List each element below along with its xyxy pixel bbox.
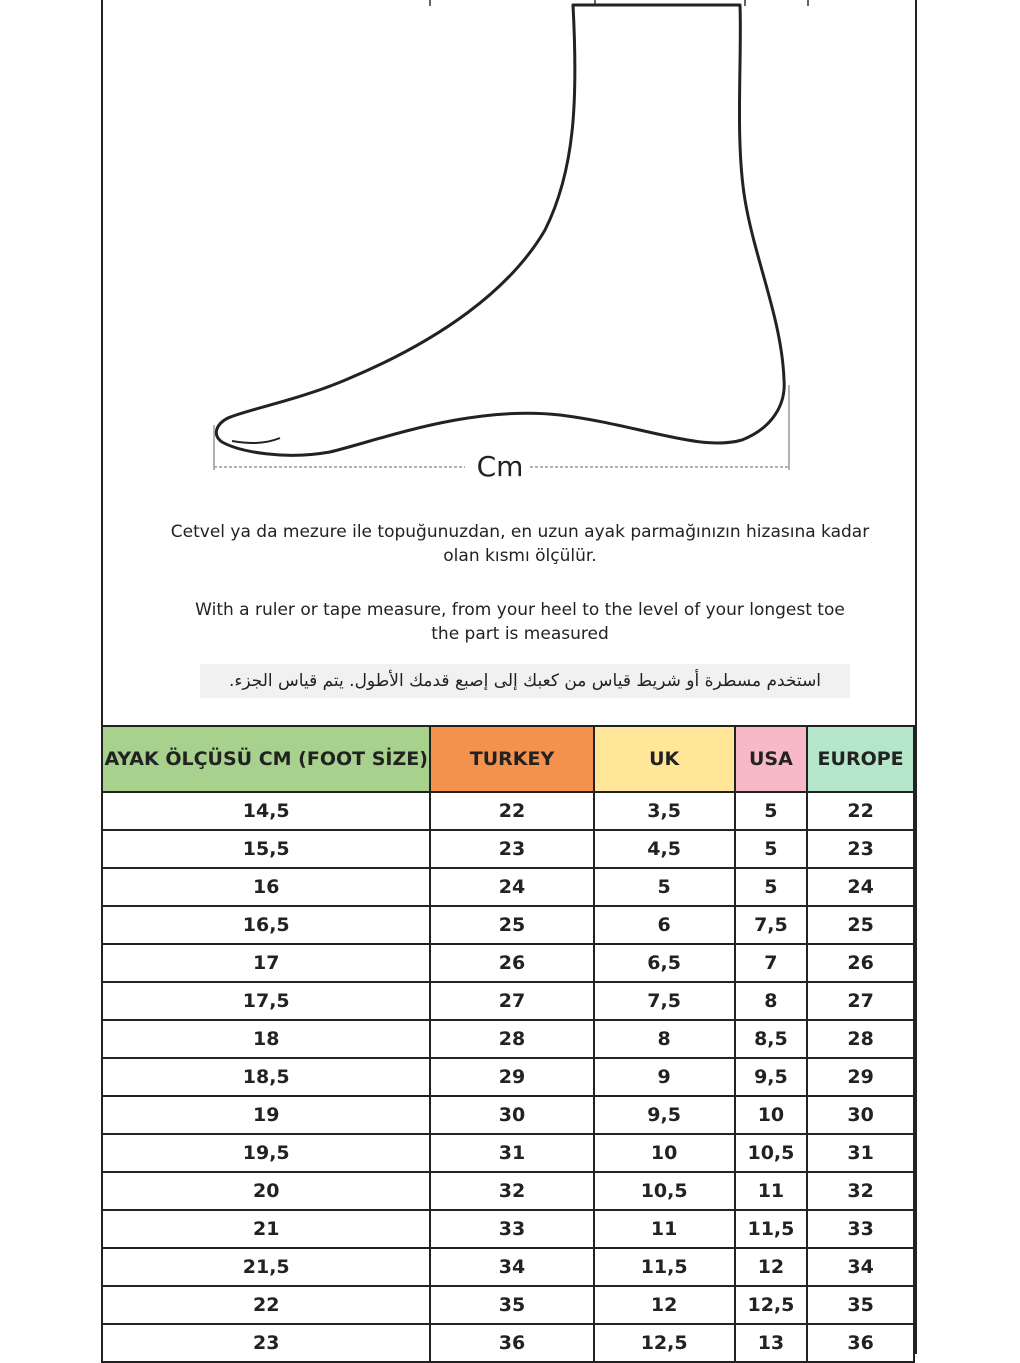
cell-europe: 33 <box>807 1210 914 1248</box>
cell-uk: 9 <box>594 1058 735 1096</box>
cell-usa: 13 <box>735 1324 808 1362</box>
table-row <box>102 792 914 830</box>
cell-foot-size: 19 <box>102 1096 430 1134</box>
cell-foot-size: 18,5 <box>102 1058 430 1096</box>
cell-uk: 12,5 <box>594 1324 735 1362</box>
cell-uk: 11 <box>594 1210 735 1248</box>
cell-uk: 3,5 <box>594 792 735 830</box>
table-header-row <box>102 726 914 792</box>
cell-europe: 35 <box>807 1286 914 1324</box>
cell-turkey: 29 <box>430 1058 593 1096</box>
cell-europe: 31 <box>807 1134 914 1172</box>
cell-foot-size: 15,5 <box>102 830 430 868</box>
cell-uk: 5 <box>594 868 735 906</box>
cell-europe: 34 <box>807 1248 914 1286</box>
cell-uk: 7,5 <box>594 982 735 1020</box>
cell-uk: 11,5 <box>594 1248 735 1286</box>
table-body <box>102 792 914 1362</box>
cell-turkey: 33 <box>430 1210 593 1248</box>
cell-usa: 5 <box>735 830 808 868</box>
table-row <box>102 982 914 1020</box>
cell-foot-size: 21,5 <box>102 1248 430 1286</box>
cell-foot-size: 17,5 <box>102 982 430 1020</box>
cell-turkey: 28 <box>430 1020 593 1058</box>
table-row <box>102 944 914 982</box>
cell-foot-size: 20 <box>102 1172 430 1210</box>
cell-turkey: 34 <box>430 1248 593 1286</box>
cell-foot-size: 16,5 <box>102 906 430 944</box>
cell-turkey: 32 <box>430 1172 593 1210</box>
cell-usa: 10 <box>735 1096 808 1134</box>
cell-uk: 4,5 <box>594 830 735 868</box>
table-row <box>102 1020 914 1058</box>
cell-usa: 8,5 <box>735 1020 808 1058</box>
table-row <box>102 1248 914 1286</box>
foot-measurement-diagram <box>0 0 1020 500</box>
cell-usa: 8 <box>735 982 808 1020</box>
cell-foot-size: 21 <box>102 1210 430 1248</box>
table-row <box>102 1134 914 1172</box>
header-usa: USA <box>735 726 808 792</box>
cell-europe: 28 <box>807 1020 914 1058</box>
table-row <box>102 1096 914 1134</box>
cell-europe: 30 <box>807 1096 914 1134</box>
table-row <box>102 1210 914 1248</box>
size-chart-table <box>101 725 915 1363</box>
cell-europe: 26 <box>807 944 914 982</box>
cell-usa: 10,5 <box>735 1134 808 1172</box>
table-row <box>102 1058 914 1096</box>
cell-turkey: 35 <box>430 1286 593 1324</box>
cell-europe: 25 <box>807 906 914 944</box>
cell-turkey: 36 <box>430 1324 593 1362</box>
cell-uk: 6,5 <box>594 944 735 982</box>
instruction-english-line1: With a ruler or tape measure, from your heel to the level of your longest toe <box>195 600 845 620</box>
cell-europe: 23 <box>807 830 914 868</box>
header-uk: UK <box>594 726 735 792</box>
cell-usa: 7 <box>735 944 808 982</box>
table-row <box>102 906 914 944</box>
cell-europe: 32 <box>807 1172 914 1210</box>
cell-foot-size: 14,5 <box>102 792 430 830</box>
instruction-turkish-line2: olan kısmı ölçülür. <box>443 546 597 566</box>
cell-foot-size: 22 <box>102 1286 430 1324</box>
cell-europe: 29 <box>807 1058 914 1096</box>
cell-turkey: 31 <box>430 1134 593 1172</box>
instruction-arabic: استخدم مسطرة أو شريط قياس من كعبك إلى إصبع قدمك الأطول. يتم قياس الجزء. <box>200 664 850 698</box>
cell-foot-size: 16 <box>102 868 430 906</box>
cell-foot-size: 19,5 <box>102 1134 430 1172</box>
cell-usa: 9,5 <box>735 1058 808 1096</box>
cell-turkey: 26 <box>430 944 593 982</box>
cell-usa: 11 <box>735 1172 808 1210</box>
cell-turkey: 23 <box>430 830 593 868</box>
header-europe: EUROPE <box>807 726 914 792</box>
cell-europe: 27 <box>807 982 914 1020</box>
cell-turkey: 30 <box>430 1096 593 1134</box>
cell-usa: 5 <box>735 868 808 906</box>
cell-uk: 12 <box>594 1286 735 1324</box>
cell-europe: 24 <box>807 868 914 906</box>
table-row <box>102 868 914 906</box>
table-row <box>102 1324 914 1362</box>
table-row <box>102 1286 914 1324</box>
header-foot-size: AYAK ÖLÇÜSÜ CM (FOOT SİZE) <box>102 726 430 792</box>
header-turkey: TURKEY <box>430 726 593 792</box>
cell-turkey: 27 <box>430 982 593 1020</box>
foot-outline <box>216 5 784 455</box>
cell-europe: 22 <box>807 792 914 830</box>
cell-europe: 36 <box>807 1324 914 1362</box>
cell-uk: 10 <box>594 1134 735 1172</box>
cell-usa: 11,5 <box>735 1210 808 1248</box>
table-row <box>102 1172 914 1210</box>
cell-turkey: 22 <box>430 792 593 830</box>
toe-crease-line <box>232 438 280 443</box>
cell-uk: 6 <box>594 906 735 944</box>
measure-label: Cm <box>476 450 524 483</box>
cell-usa: 7,5 <box>735 906 808 944</box>
cell-uk: 8 <box>594 1020 735 1058</box>
cell-usa: 12,5 <box>735 1286 808 1324</box>
cell-usa: 12 <box>735 1248 808 1286</box>
cell-usa: 5 <box>735 792 808 830</box>
cell-uk: 10,5 <box>594 1172 735 1210</box>
table-row <box>102 830 914 868</box>
cell-foot-size: 18 <box>102 1020 430 1058</box>
cell-turkey: 25 <box>430 906 593 944</box>
cell-turkey: 24 <box>430 868 593 906</box>
cell-uk: 9,5 <box>594 1096 735 1134</box>
instruction-english-line2: the part is measured <box>431 624 609 644</box>
cell-foot-size: 17 <box>102 944 430 982</box>
cell-foot-size: 23 <box>102 1324 430 1362</box>
instruction-turkish-line1: Cetvel ya da mezure ile topuğunuzdan, en uzun ayak parmağınızın hizasına kadar <box>170 522 870 542</box>
